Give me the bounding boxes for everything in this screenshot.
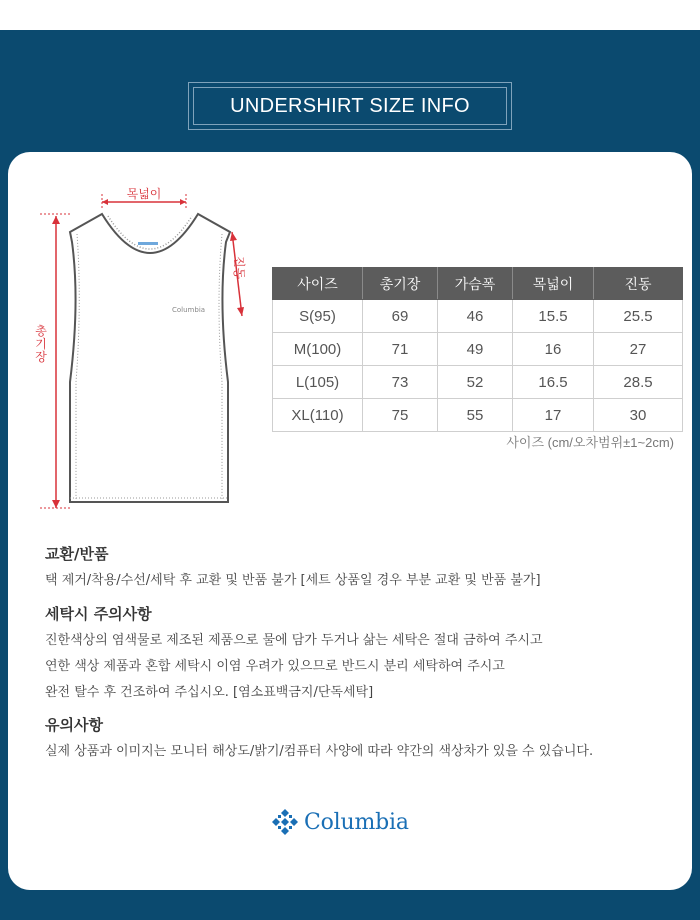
cell-chest: 52: [438, 366, 513, 399]
cell-length: 73: [363, 366, 438, 399]
brand-name: Columbia: [304, 809, 409, 835]
exchange-line: 택 제거/착용/수선/세탁 후 교환 및 반품 불가 [세트 상품일 경우 부분 교환 및 반품 불가]: [45, 573, 541, 588]
cell-armhole: 28.5: [594, 366, 683, 399]
neck-label: 목넓이: [126, 187, 162, 201]
armhole-arrow-head-top: [230, 232, 237, 241]
header-size: 사이즈: [273, 268, 363, 300]
cell-size: XL(110): [273, 399, 363, 432]
columbia-diamond-icon: [270, 807, 300, 837]
size-table: [272, 267, 683, 432]
cell-armhole: 27: [594, 333, 683, 366]
cell-neck: 16.5: [513, 366, 594, 399]
header-armhole: 진동: [594, 268, 683, 300]
cell-neck: 16: [513, 333, 594, 366]
size-note: 사이즈 (cm/오차범위±1~2cm): [506, 435, 674, 450]
cell-neck: 17: [513, 399, 594, 432]
header-chest: 가슴폭: [438, 268, 513, 300]
undershirt-diagram: [30, 182, 275, 512]
cell-size: L(105): [273, 366, 363, 399]
shirt-outline: [70, 214, 230, 502]
cell-armhole: 25.5: [594, 300, 683, 333]
header-neck: 목넓이: [513, 268, 594, 300]
washing-line: 연한 색상 제품과 혼합 세탁시 이염 우려가 있으므로 반드시 분리 세탁하여 주시고: [45, 659, 505, 674]
cell-chest: 46: [438, 300, 513, 333]
table-row: [273, 366, 683, 399]
length-label: 총기장: [35, 324, 47, 364]
washing-line: 완전 탈수 후 건조하여 주십시오. [염소표백금지/단독세탁]: [45, 685, 374, 700]
cell-chest: 49: [438, 333, 513, 366]
table-row: [273, 399, 683, 432]
cell-size: S(95): [273, 300, 363, 333]
length-arrow-head-bottom: [52, 500, 60, 508]
caution-title: 유의사항: [45, 716, 103, 734]
chest-tag: [138, 242, 158, 245]
cell-length: 71: [363, 333, 438, 366]
cell-chest: 55: [438, 399, 513, 432]
armhole-label: 진동: [232, 256, 246, 280]
cell-neck: 15.5: [513, 300, 594, 333]
neck-arrow-head-right: [180, 199, 186, 205]
cell-length: 69: [363, 300, 438, 333]
caution-line: 실제 상품과 이미지는 모니터 해상도/밝기/컴퓨터 사양에 따라 약간의 색상차가 있을 수 있습니다.: [45, 744, 594, 759]
cell-length: 75: [363, 399, 438, 432]
cell-armhole: 30: [594, 399, 683, 432]
length-arrow-head-top: [52, 216, 60, 224]
armhole-arrow-head-bottom: [237, 307, 244, 316]
washing-title: 세탁시 주의사항: [45, 605, 152, 623]
brand-logo: [270, 806, 430, 838]
washing-line: 진한색상의 염색물로 제조된 제품으로 물에 담가 두거나 삶는 세탁은 절대 금하여 주시고: [45, 633, 543, 648]
cell-size: M(100): [273, 333, 363, 366]
header-length: 총기장: [363, 268, 438, 300]
chest-logo-text: Columbia: [172, 306, 206, 314]
table-row: [273, 300, 683, 333]
table-row: [273, 333, 683, 366]
table-header-row: [273, 268, 683, 300]
neck-arrow-head-left: [102, 199, 108, 205]
page-title: UNDERSHIRT SIZE INFO: [193, 87, 507, 125]
exchange-title: 교환/반품: [45, 545, 109, 563]
